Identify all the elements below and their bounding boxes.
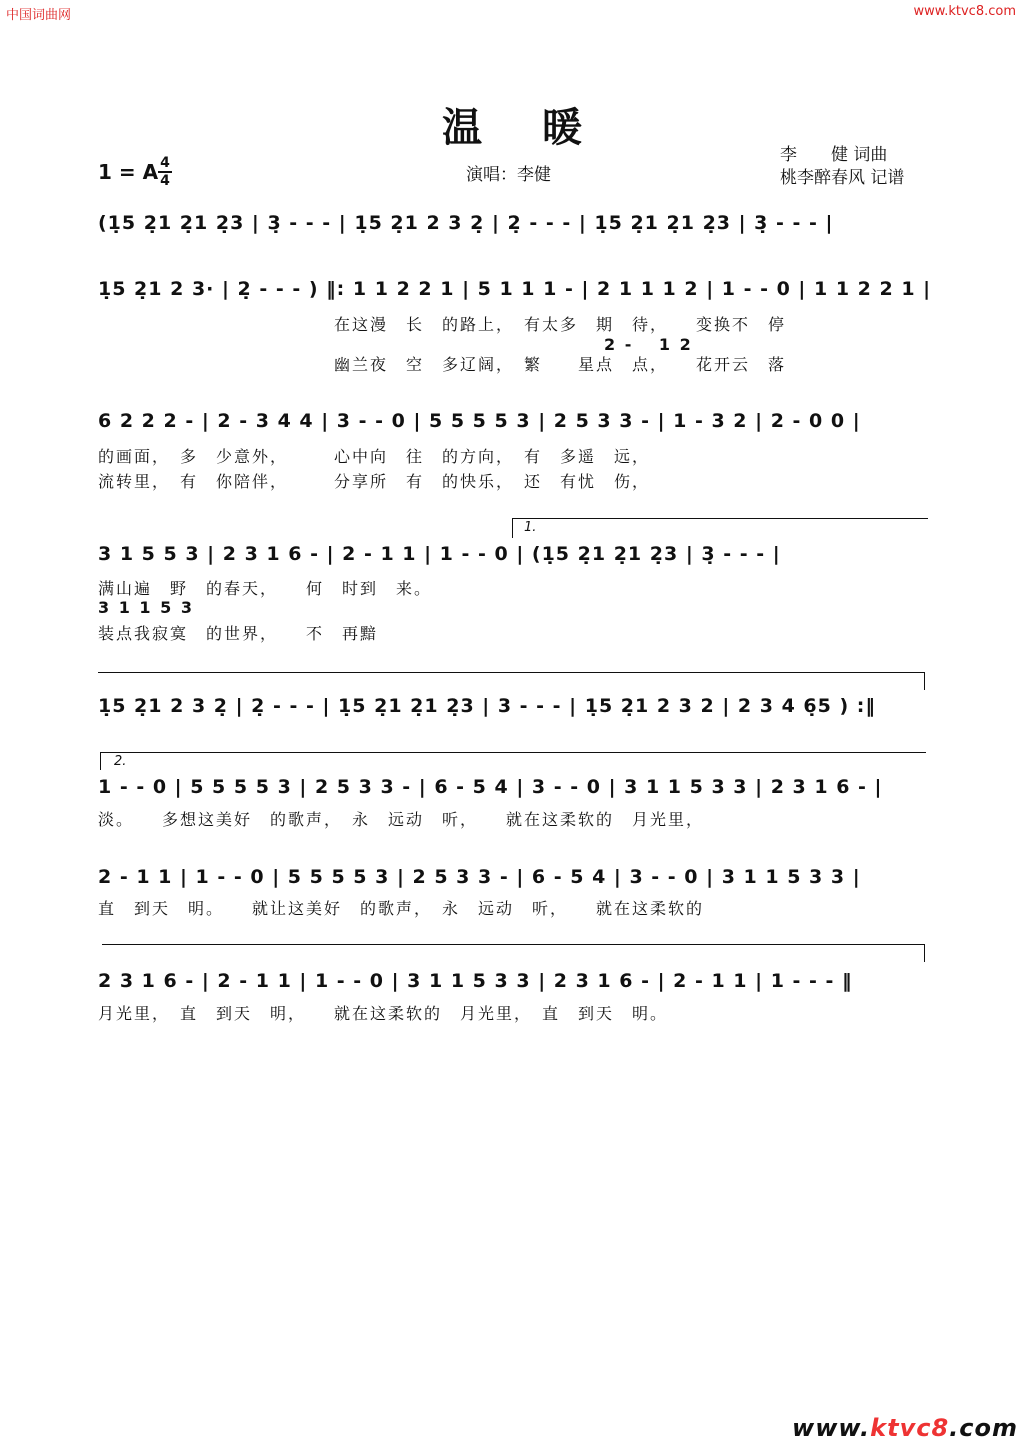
volta-2-tick	[100, 752, 101, 770]
lyric-row-6: 淡。 多想这美好 的歌声， 永 远动 听， 就在这柔软的 月光里，	[98, 810, 705, 829]
site-url-right[interactable]: www.ktvc8.com	[913, 4, 1016, 19]
lyric-row-4-alt-notes: 3 1 1 5 3	[98, 598, 194, 617]
lyric-row-2-alt-notes: 2 - 1 2	[334, 335, 693, 354]
score-row-7: 2 - 1 1 | 1 - - 0 | 5 5 5 5 3 | 2 5 3 3 - | 6 - 5 4 | 3 - - 0 | 3 1 1 5 3 3 |	[98, 866, 861, 888]
volta-1-end-tick	[924, 672, 925, 690]
score-row-4: 3 1 5 5 3 | 2 3 1 6 - | 2 - 1 1 | 1 - - 0 | (1̣5 2̣1 2̣1 2̣3 | 3̣ - - - |	[98, 543, 781, 565]
volta-1-tick	[512, 518, 513, 538]
lyric-row-4-verse-2: 装点我寂寞 的世界， 不 再黯	[98, 624, 379, 643]
score-row-2: 1̣5 2̣1 2 3· | 2̣ - - - ) ‖: 1 1 2 2 1 | 5 1 1 1 - | 2 1 1 1 2 | 1 - - 0 | 1 1 2 2 1 |	[98, 278, 932, 300]
key-signature: 1 = A	[98, 160, 159, 184]
transcriber-credit: 桃李醉春风 记谱	[780, 168, 905, 188]
time-signature-bottom: 4	[160, 173, 170, 189]
lyric-row-7: 直 到天 明。 就让这美好 的歌声， 永 远动 听， 就在这柔软的	[98, 899, 705, 918]
score-row-8: 2 3 1 6 - | 2 - 1 1 | 1 - - 0 | 3 1 1 5 3 3 | 2 3 1 6 - | 2 - 1 1 | 1 - - - ‖	[98, 970, 853, 992]
logo-prefix: www.	[792, 1414, 871, 1442]
song-title: 温暖	[442, 104, 642, 151]
score-row-3: 6 2 2 2 - | 2 - 3 4 4 | 3 - - 0 | 5 5 5 5 3 | 2 5 3 3 - | 1 - 3 2 | 2 - 0 0 |	[98, 410, 861, 432]
site-name-left[interactable]: 中国词曲网	[6, 8, 72, 23]
volta-1-bracket	[512, 518, 928, 519]
volta-2-label: 2.	[114, 754, 127, 769]
lyricist-composer-credit: 李 健 词曲	[780, 145, 888, 165]
lyric-row-4-verse-1: 满山遍 野 的春天， 何 时到 来。	[98, 579, 433, 598]
lyric-row-8: 月光里， 直 到天 明， 就在这柔软的 月光里， 直 到天 明。	[98, 1004, 669, 1023]
lyric-row-3-verse-2: 流转里， 有 你陪伴， 分享所 有 的快乐， 还 有忧 伤，	[98, 472, 651, 491]
volta-2-bracket	[100, 752, 926, 753]
site-logo[interactable]	[792, 1414, 1018, 1442]
lyric-row-3-verse-1: 的画面， 多 少意外， 心中向 往 的方向， 有 多遥 远，	[98, 447, 651, 466]
score-row-5: 1̣5 2̣1 2 3 2̣ | 2̣ - - - | 1̣5 2̣1 2̣1 2̣3 | 3 - - - | 1̣5 2̣1 2 3 2 | 2 3 4 6̣5 ) :‖	[98, 695, 876, 717]
logo-brand: ktvc8	[870, 1414, 950, 1442]
lyric-row-2-verse-1: 在这漫 长 的路上， 有太多 期 待， 变换不 停	[334, 315, 787, 334]
singer-credit: 演唱：李健	[466, 165, 551, 185]
volta-1-continuation	[98, 672, 924, 673]
score-row-1: (1̣5 2̣1 2̣1 2̣3 | 3̣ - - - | 1̣5 2̣1 2 3 2̣ | 2̣ - - - | 1̣5 2̣1 2̣1 2̣3 | 3̣ - - - |	[98, 212, 834, 234]
volta-2-end-tick	[924, 944, 925, 962]
logo-suffix: .com	[949, 1414, 1018, 1442]
volta-2-continuation	[102, 944, 924, 945]
time-signature	[158, 156, 172, 188]
lyric-row-2-verse-2: 幽兰夜 空 多辽阔， 繁 星点 点， 花开云 落	[334, 355, 787, 374]
score-row-6: 1 - - 0 | 5 5 5 5 3 | 2 5 3 3 - | 6 - 5 4 | 3 - - 0 | 3 1 1 5 3 3 | 2 3 1 6 - |	[98, 776, 883, 798]
time-signature-top: 4	[160, 155, 170, 171]
volta-1-label: 1.	[524, 520, 537, 535]
